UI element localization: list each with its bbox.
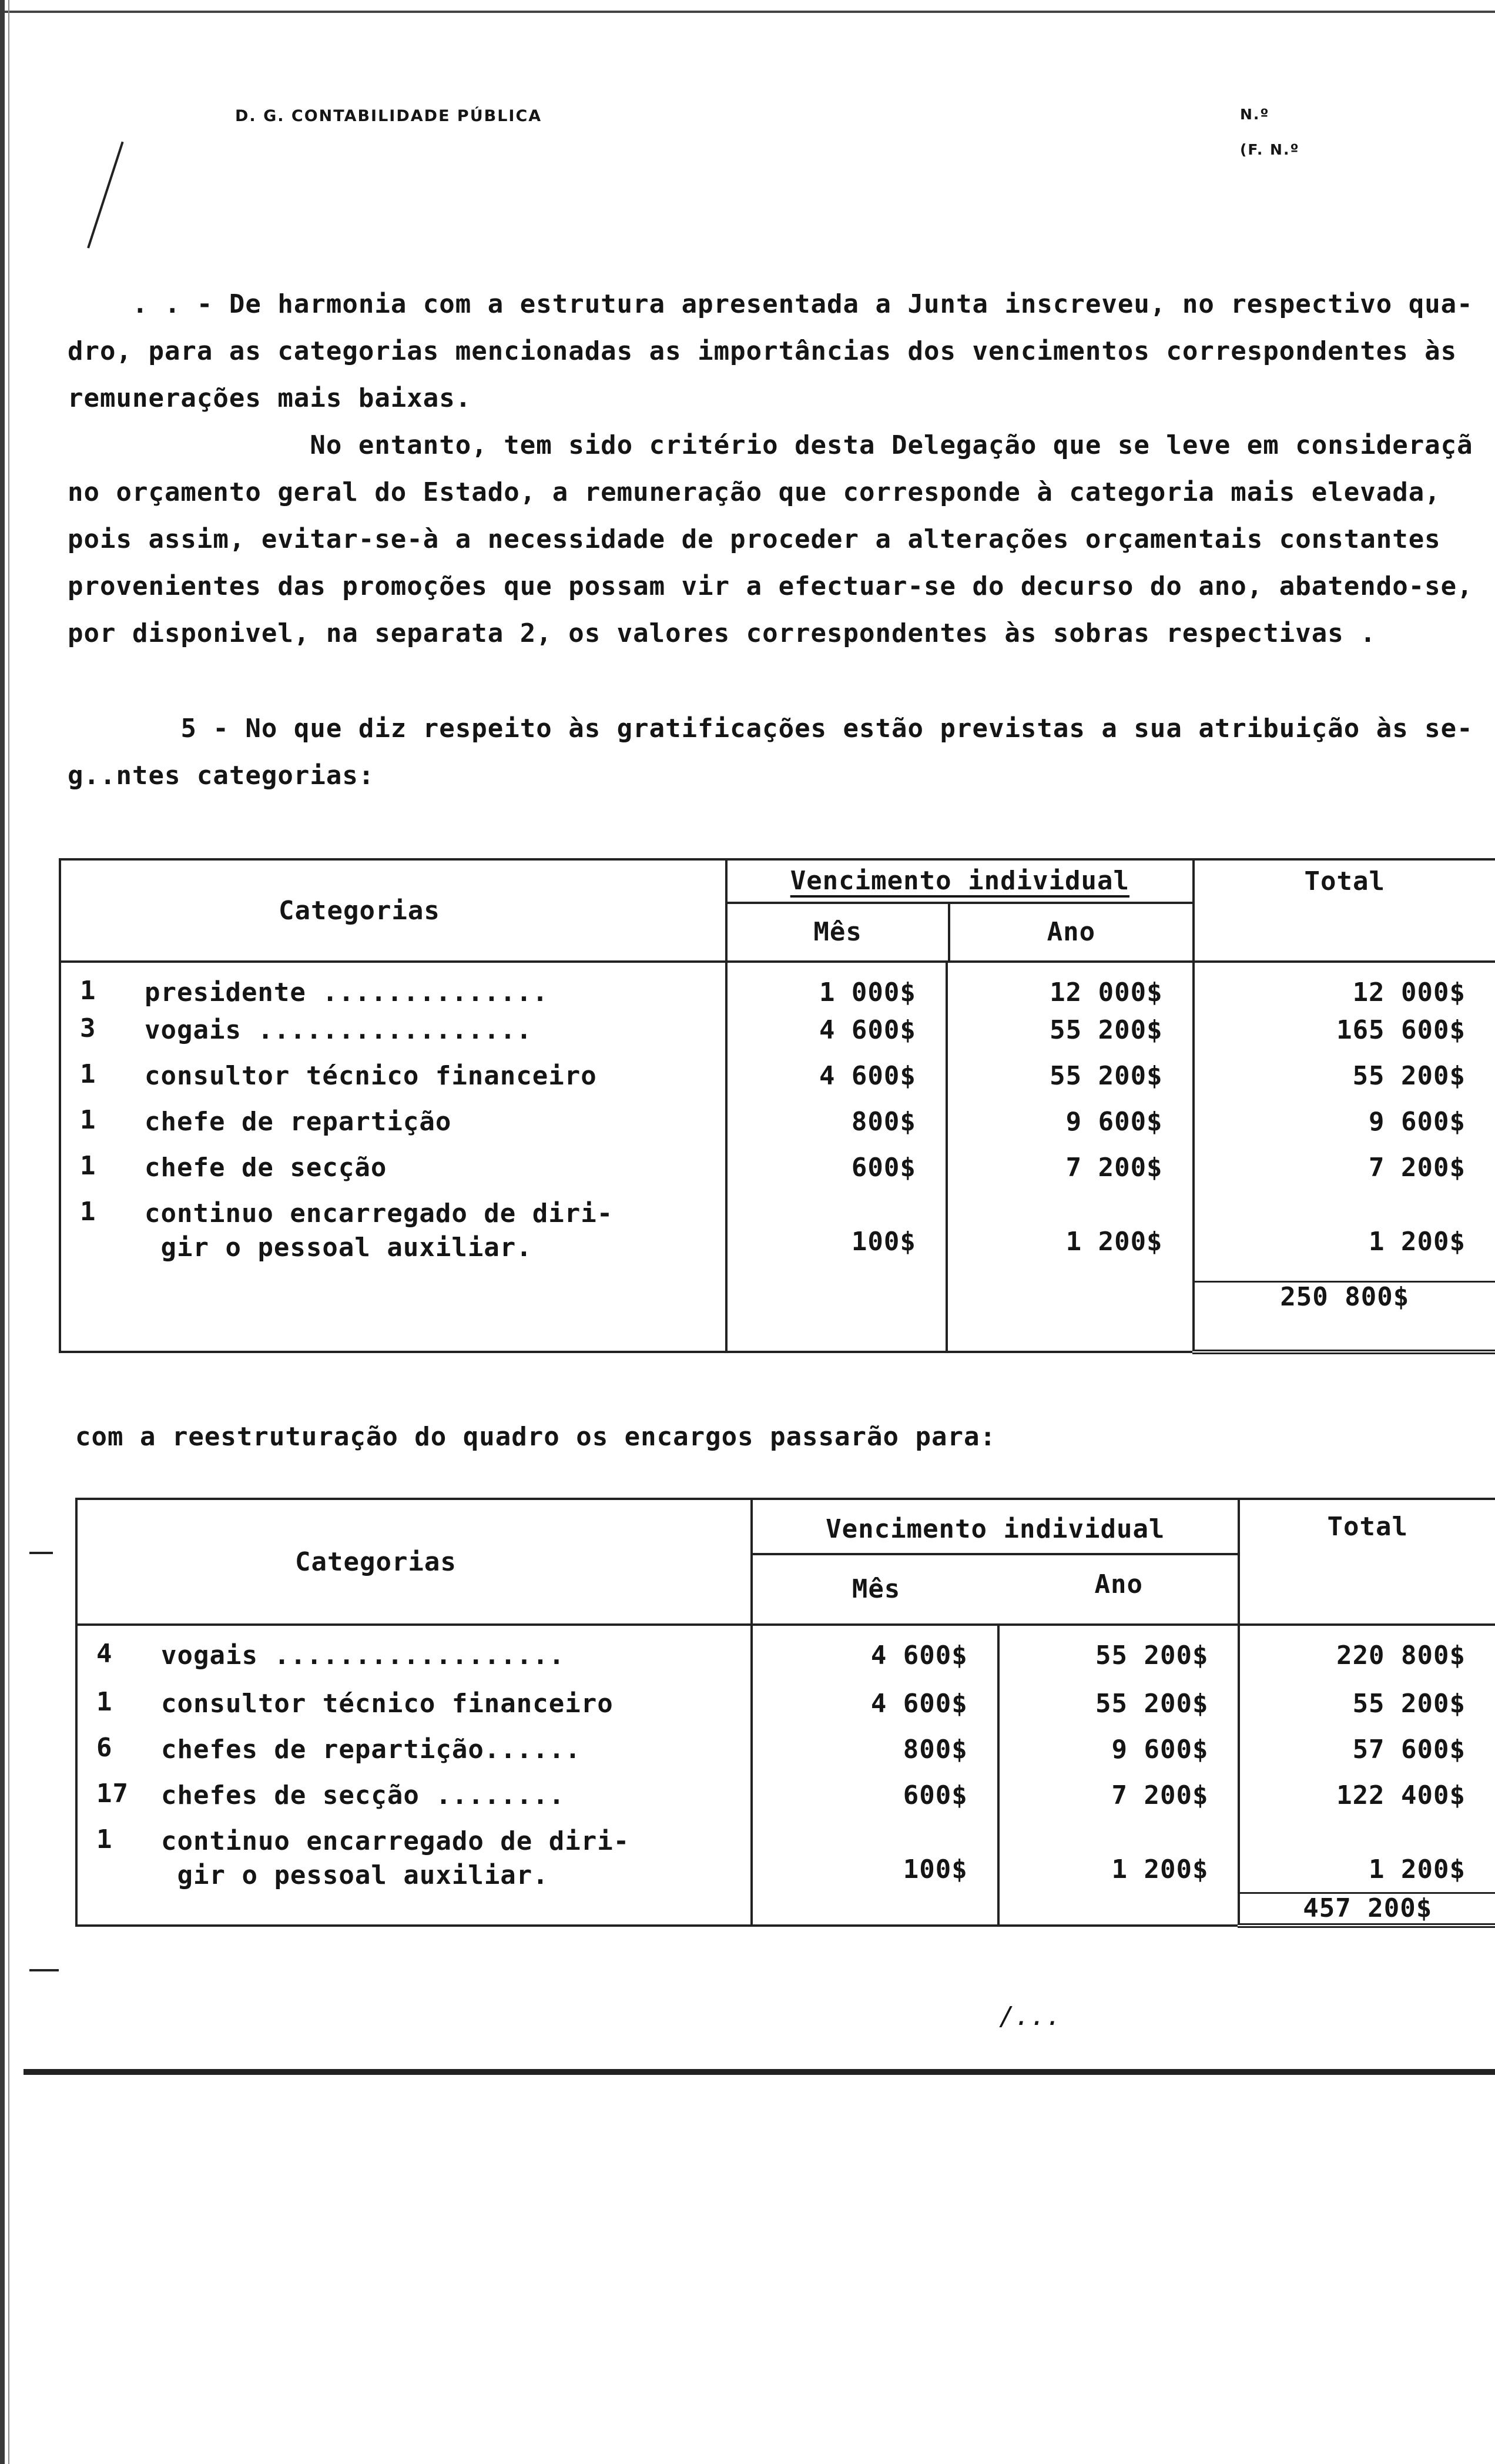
t2-header-total: Total <box>1239 1499 1495 1625</box>
bottom-rule <box>24 2069 1495 2075</box>
t1-header-categorias: Categorias <box>60 859 726 962</box>
category-cell <box>76 1821 752 1893</box>
header-numbers <box>1240 97 1300 168</box>
t1-header-ano: Ano <box>1047 917 1096 947</box>
header-org: D. G. CONTABILIDADE PÚBLICA <box>235 107 542 125</box>
annual-salary: 55 200$ <box>998 1683 1239 1729</box>
table-row <box>76 1729 1495 1775</box>
category-cell <box>60 1193 726 1281</box>
annual-salary: 7 200$ <box>947 1147 1194 1193</box>
paragraph-2: No entanto, tem sido critério desta Delegação que se leve em consideraçã no orçamento geral do Estado, a remuneração que corresponde à categoria mais elevada, pois assim, evitar-se-à a necessidade de proceder a alterações orçamentais constantes provenientes das promoções que possam vir a efectuar-se do decurso do ano, abatendo-se, por disponivel, na separata 2, os valores correspondentes às sobras respectivas . <box>68 430 1473 648</box>
category-cell <box>76 1683 752 1729</box>
monthly-salary: 4 600$ <box>726 1010 947 1056</box>
category-label: vogais ................. <box>145 1015 532 1045</box>
total-value: 57 600$ <box>1352 1735 1466 1765</box>
monthly-salary: 100$ <box>752 1821 998 1893</box>
empty-cell <box>752 1893 998 1926</box>
empty-cell <box>76 1893 752 1926</box>
scan-left-edge-line <box>8 0 9 2464</box>
category-label: chefe de repartição <box>145 1107 452 1137</box>
monthly-salary: 4 600$ <box>752 1625 998 1683</box>
quantity: 1 <box>80 1197 96 1227</box>
grand-total-row <box>76 1893 1495 1926</box>
table-row <box>76 1775 1495 1821</box>
quantity: 6 <box>96 1733 113 1763</box>
annual-salary: 55 200$ <box>947 1056 1194 1102</box>
monthly-salary: 800$ <box>726 1102 947 1147</box>
empty-cell <box>726 1281 947 1352</box>
empty-cell <box>60 1281 726 1352</box>
monthly-salary: 4 600$ <box>726 1056 947 1102</box>
annual-salary: 9 600$ <box>998 1729 1239 1775</box>
table-row <box>60 1102 1495 1147</box>
table-row <box>76 1625 1495 1683</box>
t1-header-total: Total <box>1194 859 1495 962</box>
category-label: continuo encarregado de diri- gir o pessoal auxiliar. <box>145 1198 614 1263</box>
monthly-salary: 100$ <box>726 1193 947 1281</box>
category-label: presidente .............. <box>145 977 549 1007</box>
continuation-mark: /... <box>999 2001 1061 2031</box>
category-label: chefe de secção <box>145 1153 387 1183</box>
table-row <box>76 1683 1495 1729</box>
category-label: consultor técnico financeiro <box>161 1689 614 1719</box>
t1-header-mes: Mês <box>728 904 950 960</box>
grand-total: 457 200$ <box>1239 1893 1495 1926</box>
t2-header-ano: Ano <box>1094 1569 1144 1599</box>
annual-salary: 55 200$ <box>998 1625 1239 1683</box>
category-cell <box>76 1775 752 1821</box>
category-cell <box>60 962 726 1010</box>
annual-salary: 12 000$ <box>947 962 1194 1010</box>
category-cell <box>60 1147 726 1193</box>
quantity: 1 <box>96 1824 113 1854</box>
total-value: 55 200$ <box>1352 1061 1466 1091</box>
quantity: 1 <box>80 1151 96 1181</box>
table-row <box>60 1147 1495 1193</box>
margin-dash-1 <box>29 1552 53 1554</box>
category-label: consultor técnico financeiro <box>145 1061 597 1091</box>
empty-cell <box>947 1281 1194 1352</box>
total-value: 1 200$ <box>1369 1854 1466 1884</box>
quantity: 17 <box>96 1779 129 1809</box>
total-value: 1 200$ <box>1369 1227 1466 1257</box>
table-current-gratifications <box>59 858 1495 1354</box>
category-label: vogais .................. <box>161 1641 565 1670</box>
t1-vencimento-label: Vencimento individual <box>790 866 1129 896</box>
total-value: 7 200$ <box>1369 1153 1466 1183</box>
quantity: 1 <box>96 1687 113 1717</box>
scan-top-edge <box>0 11 1495 13</box>
total-value: 9 600$ <box>1369 1107 1466 1137</box>
empty-cell <box>998 1893 1239 1926</box>
quantity: 1 <box>80 1059 96 1089</box>
quantity: 1 <box>80 1105 96 1135</box>
table-row <box>60 1056 1495 1102</box>
category-label: chefes de secção ........ <box>161 1780 565 1810</box>
t2-vencimento-label: Vencimento individual <box>826 1514 1165 1544</box>
t2-header-mes: Mês <box>852 1574 901 1604</box>
quantity: 4 <box>96 1639 113 1669</box>
quantity: 1 <box>80 976 96 1006</box>
total-value: 12 000$ <box>1352 977 1466 1007</box>
margin-dash-2 <box>29 1969 59 1971</box>
monthly-salary: 600$ <box>726 1147 947 1193</box>
monthly-salary: 600$ <box>752 1775 998 1821</box>
category-cell <box>76 1729 752 1775</box>
table-row <box>60 962 1495 1010</box>
category-cell <box>60 1102 726 1147</box>
annual-salary: 9 600$ <box>947 1102 1194 1147</box>
total-value: 55 200$ <box>1352 1689 1466 1719</box>
annual-salary: 1 200$ <box>947 1193 1194 1281</box>
paragraph-3: 5 - No que diz respeito às gratificações estão previstas a sua atribuição às se- g..ntes categorias: <box>68 714 1473 791</box>
annual-salary: 1 200$ <box>998 1821 1239 1893</box>
paragraph-1: . . - De harmonia com a estrutura apresentada a Junta inscreveu, no respectivo qua- dro, para as categorias mencionadas as importâncias dos vencimentos correspondentes às remunerações mais baixas. <box>68 289 1473 413</box>
scan-left-edge <box>0 0 5 2464</box>
total-value: 165 600$ <box>1336 1015 1466 1045</box>
header-no-label: N.º <box>1240 106 1270 123</box>
margin-pen-stroke <box>87 142 124 249</box>
header-f-no-label: (F. N.º <box>1240 141 1300 158</box>
quantity: 3 <box>80 1013 96 1043</box>
grand-total-row <box>60 1281 1495 1352</box>
table-row <box>76 1821 1495 1893</box>
total-value: 122 400$ <box>1336 1780 1466 1810</box>
paragraph-intro-table2: com a reestruturação do quadro os encargos passarão para: <box>75 1422 996 1452</box>
annual-salary: 7 200$ <box>998 1775 1239 1821</box>
category-cell <box>60 1056 726 1102</box>
category-label: chefes de repartição...... <box>161 1735 581 1765</box>
annual-salary: 55 200$ <box>947 1010 1194 1056</box>
grand-total: 250 800$ <box>1194 1281 1495 1352</box>
monthly-salary: 4 600$ <box>752 1683 998 1729</box>
category-cell <box>76 1625 752 1683</box>
table-restructured-gratifications <box>75 1498 1495 1928</box>
t1-header-vencimento <box>726 859 1193 962</box>
t2-header-vencimento <box>752 1499 1239 1625</box>
total-value: 220 800$ <box>1336 1641 1466 1670</box>
table-row <box>60 1193 1495 1281</box>
monthly-salary: 1 000$ <box>726 962 947 1010</box>
t2-header-categorias: Categorias <box>76 1499 752 1625</box>
category-cell <box>60 1010 726 1056</box>
table-row <box>60 1010 1495 1056</box>
category-label: continuo encarregado de diri- gir o pessoal auxiliar. <box>161 1826 630 1890</box>
monthly-salary: 800$ <box>752 1729 998 1775</box>
